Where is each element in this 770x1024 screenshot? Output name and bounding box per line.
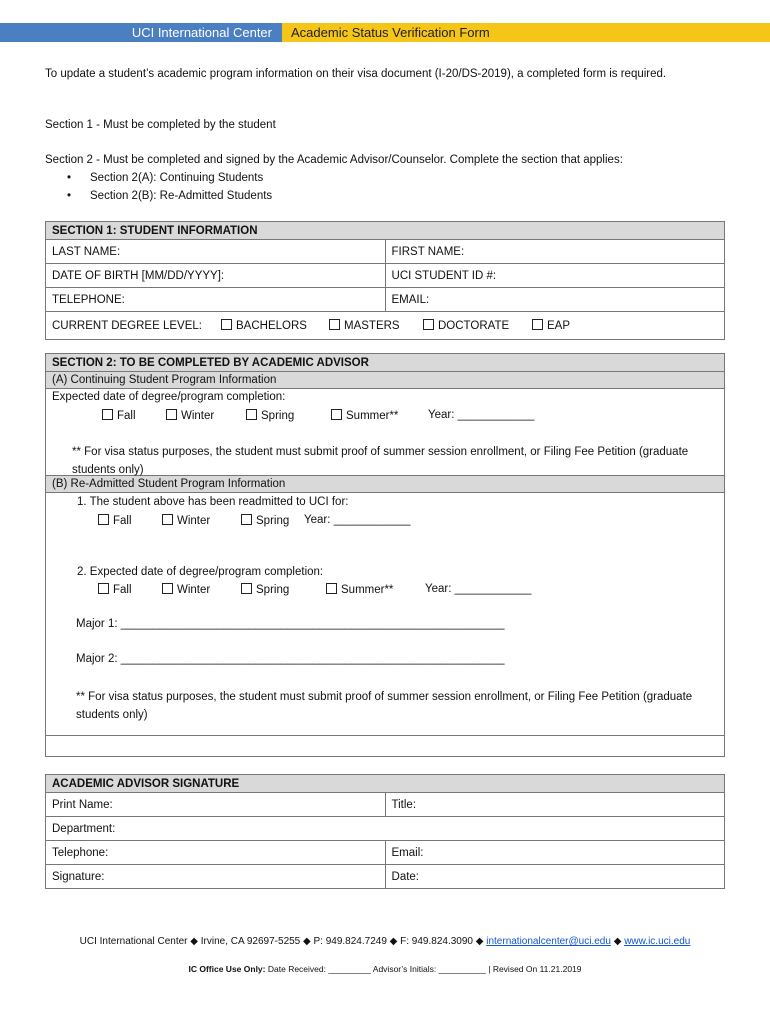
option-label: Summer**	[346, 410, 399, 422]
first-name-field[interactable]: FIRST NAME:	[385, 240, 724, 264]
degree-level-label: CURRENT DEGREE LEVEL:	[52, 319, 202, 332]
email-field[interactable]: EMAIL:	[385, 288, 724, 312]
checkbox-icon	[102, 409, 113, 420]
checkbox-icon	[532, 319, 543, 330]
a-fall-checkbox[interactable]	[102, 409, 136, 422]
option-label: Winter	[181, 410, 215, 422]
b2-spring-checkbox[interactable]	[241, 583, 289, 596]
option-label: Spring	[261, 410, 295, 422]
doctorate-checkbox[interactable]	[423, 319, 509, 332]
advisor-email-field[interactable]: Email:	[385, 841, 724, 865]
banner-org: UCI International Center	[0, 23, 282, 42]
office-use-line	[0, 964, 770, 974]
section1-header: SECTION 1: STUDENT INFORMATION	[46, 222, 725, 240]
option-label: Summer**	[341, 584, 394, 596]
option-label: Spring	[256, 584, 290, 596]
checkbox-icon	[329, 319, 340, 330]
checkbox-icon	[166, 409, 177, 420]
title-field[interactable]: Title:	[385, 793, 724, 817]
b1-fall-checkbox[interactable]	[98, 514, 132, 527]
section1-table	[45, 221, 725, 340]
section2a-body	[46, 389, 725, 476]
date-field[interactable]: Date:	[385, 865, 724, 889]
footer-address: UCI International Center ◆ Irvine, CA 92697-5255 ◆ P: 949.824.7249 ◆ F: 949.824.3090 ◆	[79, 936, 484, 947]
checkbox-icon	[98, 583, 109, 594]
intro-bullets	[45, 169, 272, 205]
footer-sep: ◆	[613, 936, 622, 947]
a-expected-label: Expected date of degree/program completion:	[52, 391, 286, 403]
intro-section1: Section 1 - Must be completed by the student	[45, 119, 276, 131]
bullet-item: • Section 2(A): Continuing Students	[45, 169, 272, 187]
department-field[interactable]: Department:	[46, 817, 725, 841]
section2b-body	[46, 493, 725, 736]
checkbox-icon	[162, 583, 173, 594]
checkbox-icon	[246, 409, 257, 420]
major2-field[interactable]: Major 2: ____________________________________________________________	[76, 653, 505, 665]
print-name-field[interactable]: Print Name:	[46, 793, 386, 817]
section2-header: SECTION 2: TO BE COMPLETED BY ACADEMIC ADVISOR	[46, 354, 725, 372]
office-use-text: Date Received: _________ Advisor’s Initials: __________ | Revised On 11.21.2019	[267, 964, 582, 974]
bullet-item: • Section 2(B): Re-Admitted Students	[45, 187, 272, 205]
a-summer-note: ** For visa status purposes, the student must submit proof of summer session enrollment, or Filing Fee Petition (graduate students only)	[72, 446, 689, 476]
intro-paragraph: To update a student’s academic program information on their visa document (I-20/DS-2019), a completed form is required.	[45, 68, 667, 80]
office-use-label: IC Office Use Only:	[188, 964, 266, 974]
b2-winter-checkbox[interactable]	[162, 583, 210, 596]
option-label: Winter	[177, 584, 211, 596]
major1-field[interactable]: Major 1: ____________________________________________________________	[76, 618, 505, 630]
a-summer-checkbox[interactable]	[331, 409, 398, 422]
checkbox-icon	[162, 514, 173, 525]
checkbox-icon	[331, 409, 342, 420]
option-label: EAP	[547, 320, 571, 332]
b1-year-field[interactable]: Year: ____________	[304, 514, 411, 526]
checkbox-icon	[241, 583, 252, 594]
b2-year-field[interactable]: Year: ____________	[425, 583, 532, 595]
option-label: Fall	[113, 584, 132, 596]
masters-checkbox[interactable]	[329, 319, 400, 332]
option-label: Fall	[113, 515, 132, 527]
b1-winter-checkbox[interactable]	[162, 514, 210, 527]
b2-summer-checkbox[interactable]	[326, 583, 393, 596]
b1-spring-checkbox[interactable]	[241, 514, 289, 527]
a-year-field[interactable]: Year: ____________	[428, 409, 535, 421]
eap-checkbox[interactable]	[532, 319, 570, 332]
section2-table	[45, 353, 725, 757]
b-summer-note: ** For visa status purposes, the student must submit proof of summer session enrollment, or Filing Fee Petition (graduate students only)	[76, 691, 693, 721]
email-link[interactable]: internationalcenter@uci.edu	[486, 936, 611, 947]
footer-contact	[0, 936, 770, 947]
website-link[interactable]: www.ic.uci.edu	[624, 936, 691, 947]
option-label: BACHELORS	[236, 320, 307, 332]
signature-field[interactable]: Signature:	[46, 865, 386, 889]
b-q1-label: 1. The student above has been readmitted to UCI for:	[77, 496, 349, 508]
option-label: Winter	[177, 515, 211, 527]
intro-section2: Section 2 - Must be completed and signed by the Academic Advisor/Counselor. Complete the section that applies:	[45, 154, 623, 166]
telephone-field[interactable]: TELEPHONE:	[46, 288, 386, 312]
advisor-telephone-field[interactable]: Telephone:	[46, 841, 386, 865]
b-q2-label: 2. Expected date of degree/program completion:	[77, 566, 324, 578]
checkbox-icon	[326, 583, 337, 594]
last-name-field[interactable]: LAST NAME:	[46, 240, 386, 264]
checkbox-icon	[98, 514, 109, 525]
signature-header: ACADEMIC ADVISOR SIGNATURE	[46, 775, 725, 793]
section2b-header: (B) Re-Admitted Student Program Information	[46, 476, 725, 493]
b2-fall-checkbox[interactable]	[98, 583, 132, 596]
checkbox-icon	[221, 319, 232, 330]
checkbox-icon	[241, 514, 252, 525]
a-spring-checkbox[interactable]	[246, 409, 294, 422]
option-label: DOCTORATE	[438, 320, 510, 332]
form-title: Academic Status Verification Form	[282, 23, 770, 42]
a-winter-checkbox[interactable]	[166, 409, 214, 422]
option-label: MASTERS	[344, 320, 400, 332]
section2-blank-row	[46, 736, 725, 757]
option-label: Fall	[117, 410, 136, 422]
student-id-field[interactable]: UCI STUDENT ID #:	[385, 264, 724, 288]
dob-field[interactable]: DATE OF BIRTH [MM/DD/YYYY]:	[46, 264, 386, 288]
bachelors-checkbox[interactable]	[221, 319, 307, 332]
checkbox-icon	[423, 319, 434, 330]
section2a-header: (A) Continuing Student Program Information	[46, 372, 725, 389]
option-label: Spring	[256, 515, 290, 527]
signature-table	[45, 774, 725, 889]
degree-level-row	[46, 312, 725, 340]
